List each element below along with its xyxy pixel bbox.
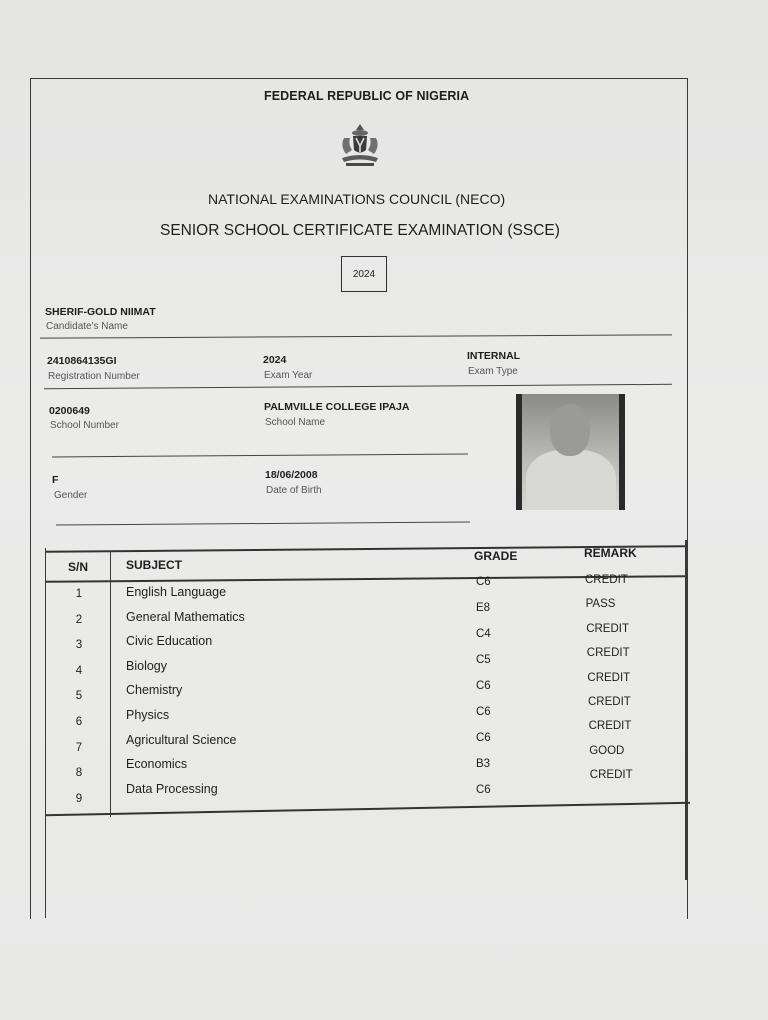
candidate-photo <box>516 394 625 510</box>
header-subject: SUBJECT <box>126 558 183 572</box>
school-number: 0200649 <box>49 405 90 417</box>
row-sn: 7 <box>75 741 83 754</box>
exam-year-label: Exam Year <box>264 370 313 381</box>
row-grade: C4 <box>476 628 491 640</box>
row-sn: 4 <box>75 664 83 677</box>
row-remark: CREDIT <box>587 671 631 684</box>
gender-label: Gender <box>54 490 88 501</box>
row-grade: C6 <box>476 732 491 744</box>
header-sn: S/N <box>68 560 89 574</box>
coat-of-arms-icon <box>336 122 384 168</box>
exam-type-label: Exam Type <box>468 366 518 377</box>
row-subject: Economics <box>126 757 188 772</box>
exam-type: INTERNAL <box>467 350 521 362</box>
row-grade: C6 <box>476 784 491 796</box>
row-grade: C5 <box>476 654 491 666</box>
table-left-border <box>45 548 46 918</box>
row-remark: CREDIT <box>586 622 629 635</box>
council-title: NATIONAL EXAMINATIONS COUNCIL (NECO) <box>208 191 506 207</box>
row-subject: Chemistry <box>126 683 183 698</box>
table-column-divider <box>110 551 111 817</box>
school-name-label: School Name <box>265 417 326 428</box>
row-sn: 3 <box>75 639 83 652</box>
row-remark: CREDIT <box>585 574 628 586</box>
row-subject: Biology <box>126 658 167 673</box>
row-remark: CREDIT <box>586 647 630 660</box>
school-number-label: School Number <box>50 420 119 431</box>
row-sn: 1 <box>75 588 83 600</box>
table-right-border <box>685 540 687 880</box>
row-sn: 2 <box>75 613 83 626</box>
row-sn: 9 <box>75 792 83 805</box>
row-sn: 8 <box>75 767 83 780</box>
row-remark: CREDIT <box>589 769 633 782</box>
year-box: 2024 <box>341 256 387 292</box>
row-grade: C6 <box>476 576 491 588</box>
date-of-birth: 18/06/2008 <box>265 469 318 481</box>
row-subject: Physics <box>126 708 170 722</box>
candidate-name-label: Candidate's Name <box>46 321 128 332</box>
row-remark: CREDIT <box>588 720 632 733</box>
gender: F <box>52 474 59 486</box>
header-remark: REMARK <box>584 546 637 560</box>
date-of-birth-label: Date of Birth <box>266 485 322 496</box>
row-grade: E8 <box>476 602 491 614</box>
row-subject: Agricultural Science <box>126 732 237 747</box>
country-title: FEDERAL REPUBLIC OF NIGERIA <box>264 89 470 103</box>
exam-year: 2024 <box>263 354 287 366</box>
registration-number: 2410864135GI <box>47 355 117 367</box>
row-sn: 5 <box>75 690 83 703</box>
row-grade: C6 <box>476 706 491 718</box>
row-subject: Data Processing <box>126 781 218 796</box>
row-remark: PASS <box>585 598 616 611</box>
row-remark: CREDIT <box>588 696 631 708</box>
row-grade: B3 <box>476 758 491 770</box>
registration-number-label: Registration Number <box>48 371 140 382</box>
header-grade: GRADE <box>474 549 518 563</box>
exam-title: SENIOR SCHOOL CERTIFICATE EXAMINATION (SSCE) <box>160 222 560 239</box>
row-subject: General Mathematics <box>126 609 245 624</box>
row-sn: 6 <box>75 716 83 728</box>
row-subject: Civic Education <box>126 634 213 649</box>
school-name: PALMVILLE COLLEGE IPAJA <box>264 401 410 413</box>
candidate-name: SHERIF-GOLD NIIMAT <box>45 306 156 318</box>
row-subject: English Language <box>126 585 227 599</box>
row-grade: C6 <box>476 680 491 692</box>
row-remark: GOOD <box>589 744 625 757</box>
